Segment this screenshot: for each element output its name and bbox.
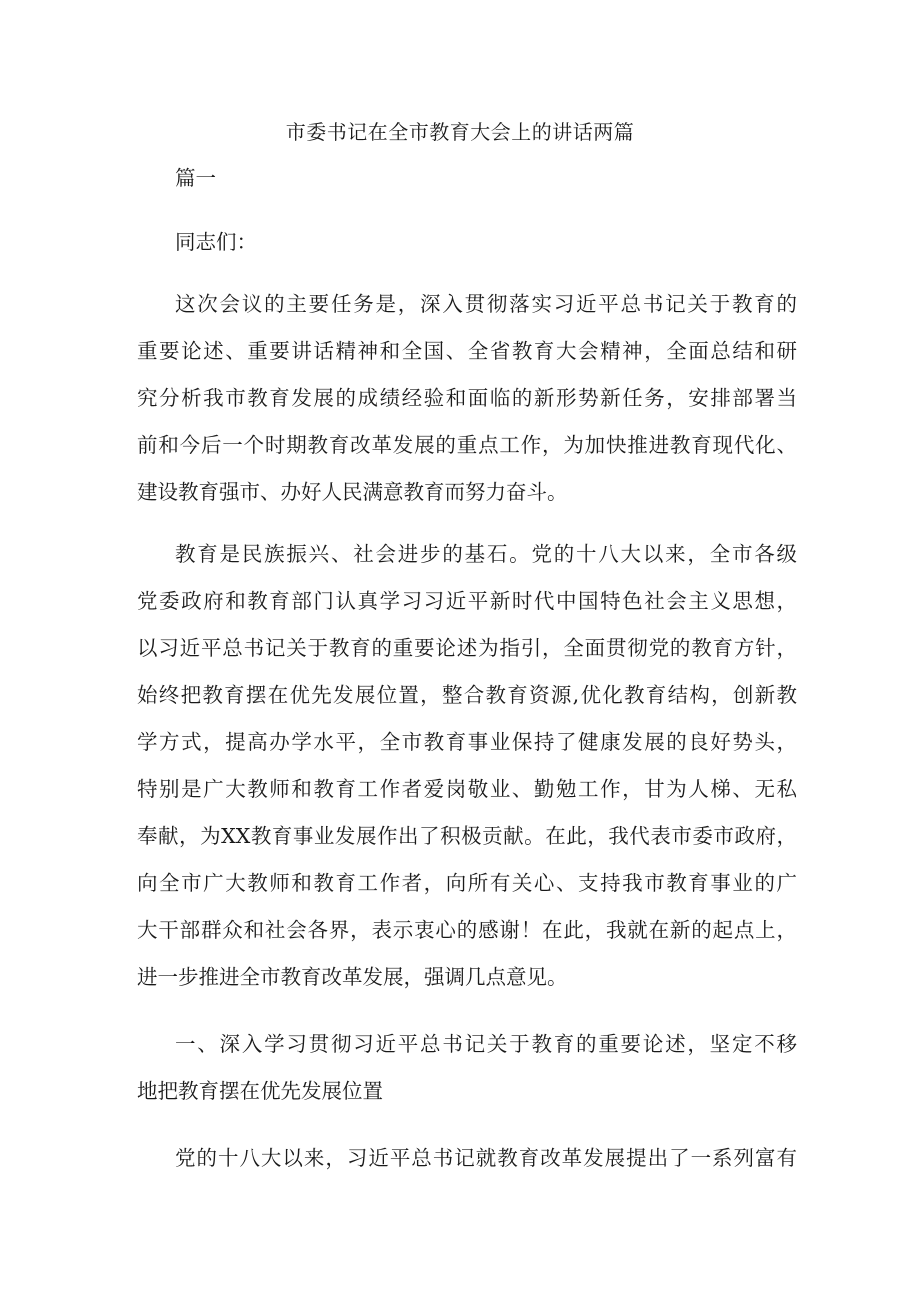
document-title: 市委书记在全市教育大会上的讲话两篇 (285, 120, 635, 144)
paragraph-line: 教育是民族振兴、社会进步的基石。党的十八大以来，全市各级 (175, 542, 797, 566)
paragraph-line: 特别是广大教师和教育工作者爱岗敬业、勤勉工作，甘为人梯、无私 (137, 777, 797, 801)
section-heading-line: 一、深入学习贯彻习近平总书记关于教育的重要论述，坚定不移 (175, 1032, 797, 1056)
section-heading-line: 地把教育摆在优先发展位置 (137, 1079, 383, 1103)
paragraph-line: 进一步推进全市教育改革发展，强调几点意见。 (137, 965, 568, 989)
paragraph-line: 党的十八大以来，习近平总书记就教育改革发展提出了一系列富有 (175, 1146, 797, 1170)
paragraph-line: 前和今后一个时期教育改革发展的重点工作，为加快推进教育现代化、 (137, 433, 797, 457)
paragraph-line: 始终把教育摆在优先发展位置，整合教育资源,优化教育结构，创新教 (137, 683, 797, 707)
paragraph-line: 以习近平总书记关于教育的重要论述为指引，全面贯彻党的教育方针， (137, 636, 797, 660)
paragraph-line: 奉献，为XX教育事业发展作出了积极贡献。在此，我代表市委市政府， (137, 824, 797, 848)
paragraph-line: 这次会议的主要任务是，深入贯彻落实习近平总书记关于教育的 (175, 292, 797, 316)
paragraph-line: 向全市广大教师和教育工作者，向所有关心、支持我市教育事业的广 (137, 871, 797, 895)
paragraph-line: 重要论述、重要讲话精神和全国、全省教育大会精神，全面总结和研 (137, 339, 797, 363)
salutation: 同志们： (175, 230, 257, 254)
paragraph-line: 建设教育强市、办好人民满意教育而努力奋斗。 (137, 480, 568, 504)
paragraph-line: 党委政府和教育部门认真学习习近平新时代中国特色社会主义思想， (137, 589, 797, 613)
part-heading: 篇一 (175, 166, 216, 190)
paragraph-line: 学方式，提高办学水平，全市教育事业保持了健康发展的良好势头， (137, 730, 797, 754)
paragraph-line: 究分析我市教育发展的成绩经验和面临的新形势新任务，安排部署当 (137, 386, 797, 410)
paragraph-line: 大干部群众和社会各界，表示衷心的感谢！在此，我就在新的起点上， (137, 918, 797, 942)
